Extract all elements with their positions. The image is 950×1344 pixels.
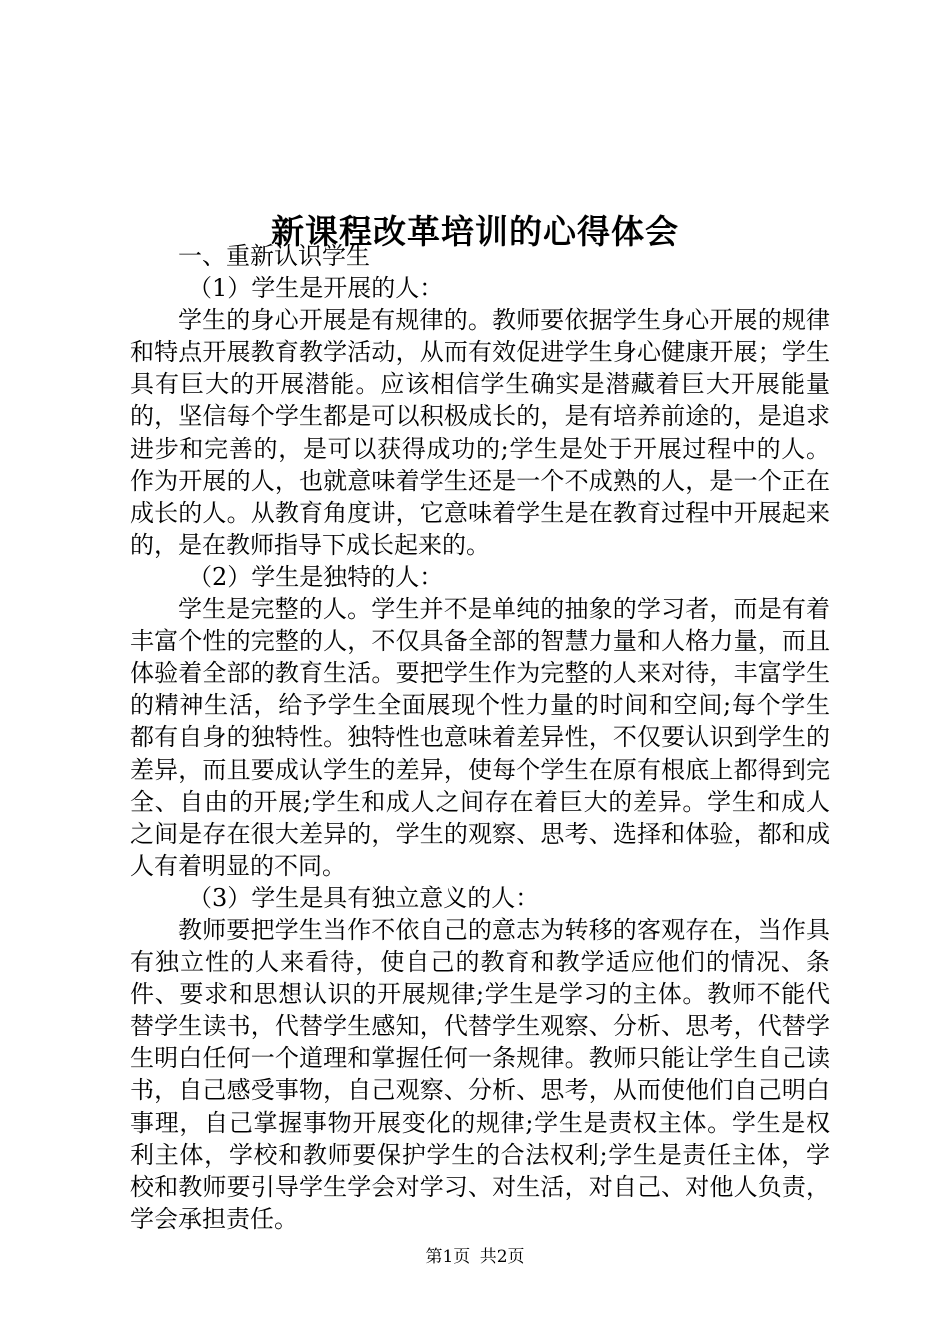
subsection-heading-1: （1）学生是开展的人： — [188, 274, 444, 303]
subsection-paragraph-2: 学生是完整的人。学生并不是单纯的抽象的学习者，而是有着丰富个性的完整的人，不仅具备全部的智慧力量和人格力量，而且体验着全部的教育生活。要把学生作为完整的人来对待，丰富学生的精神生活，给予学生全面展现个性力量的时间和空间;每个学生都有自身的独特性。独特性也意味着差异性，不仅要认识到学生的差异，而且要成认学生的差异，使每个学生在原有根底上都得到完全、自由的开展;学生和成人之间存在着巨大的差异。学生和成人之间是存在很大差异的，学生的观察、思考、选择和体验，都和成人有着明显的不同。 — [130, 595, 830, 880]
page-number: 第1页 — [425, 1247, 471, 1267]
subsection-heading-3: （3）学生是具有独立意义的人： — [188, 883, 540, 912]
subsection-heading-2: （2）学生是独特的人： — [188, 562, 444, 591]
section-heading: 一、重新认识学生 — [178, 242, 370, 270]
subsection-paragraph-1: 学生的身心开展是有规律的。教师要依据学生身心开展的规律和特点开展教育教学活动，从而有效促进学生身心健康开展；学生具有巨大的开展潜能。应该相信学生确实是潜藏着巨大开展能量的，坚信每个学生都是可以积极成长的，是有培养前途的，是追求进步和完善的，是可以获得成功的;学生是处于开展过程中的人。作为开展的人，也就意味着学生还是一个不成熟的人，是一个正在成长的人。从教育角度讲，它意味着学生是在教育过程中开展起来的，是在教师指导下成长起来的。 — [130, 306, 830, 559]
document-body — [130, 240, 830, 1235]
page-footer — [0, 1246, 950, 1268]
subsection-paragraph-3: 教师要把学生当作不依自己的意志为转移的客观存在，当作具有独立性的人来看待，使自己的教育和教学适应他们的情况、条件、要求和思想认识的开展规律;学生是学习的主体。教师不能代替学生读书，代替学生感知，代替学生观察、分析、思考，代替学生明白任何一个道理和掌握任何一条规律。教师只能让学生自己读书，自己感受事物，自己观察、分析、思考，从而使他们自己明白事理，自己掌握事物开展变化的规律;学生是责权主体。学生是权利主体，学校和教师要保护学生的合法权利;学生是责任主体，学校和教师要引导学生学会对学习、对生活，对自己、对他人负责，学会承担责任。 — [130, 915, 830, 1233]
page-total: 共2页 — [479, 1247, 525, 1267]
document-title: 新课程改革培训的心得体会 — [271, 212, 679, 252]
